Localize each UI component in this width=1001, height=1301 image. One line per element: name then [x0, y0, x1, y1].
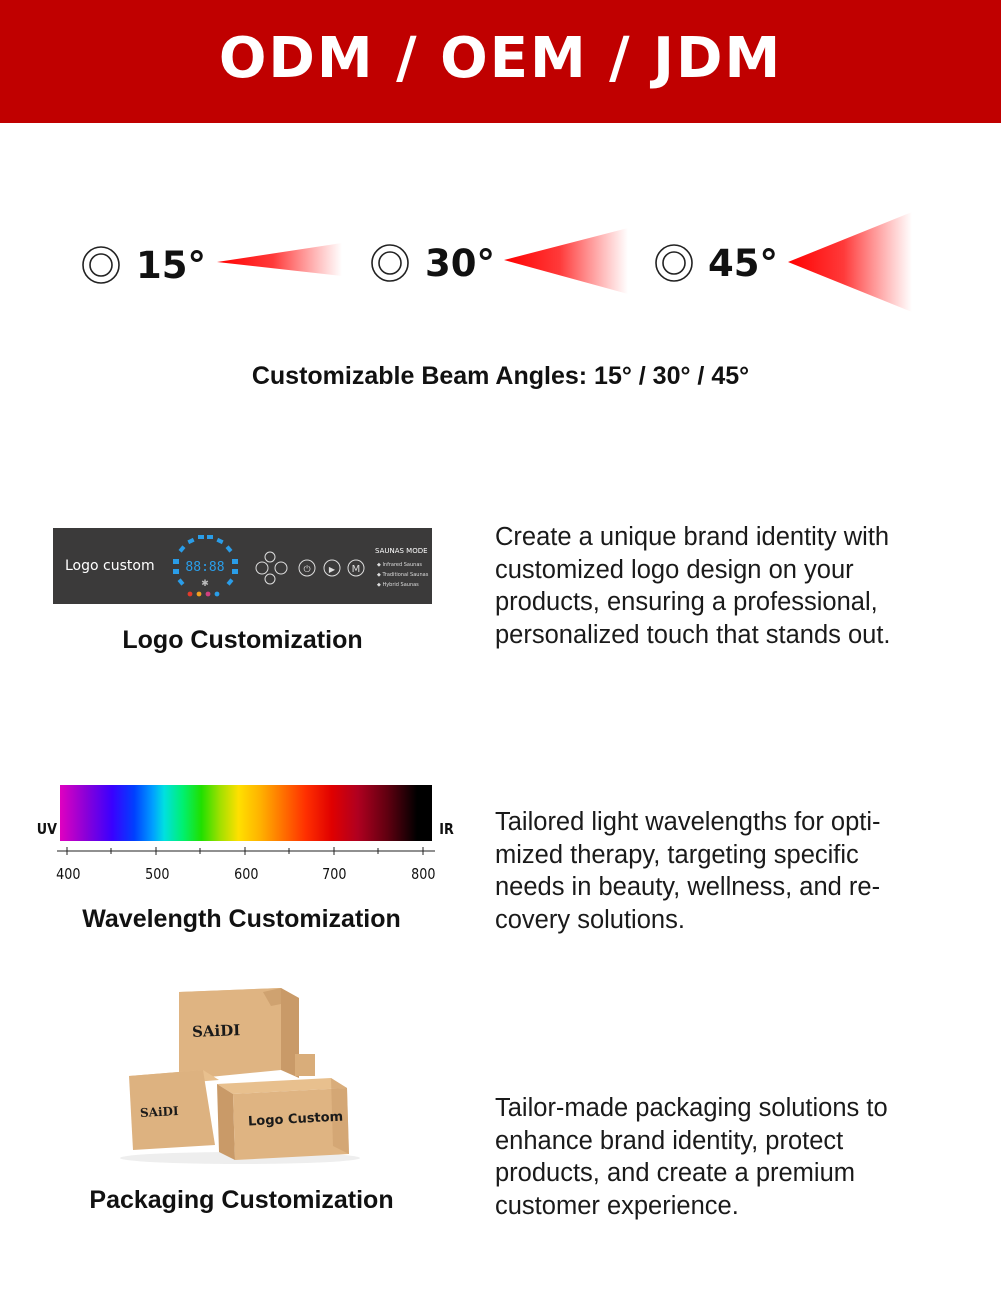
spectrum-tick-label: 500	[145, 865, 170, 883]
spectrum-uv-label: UV	[36, 820, 58, 838]
spectrum-ir-label: IR	[439, 820, 454, 838]
svg-text:M: M	[351, 564, 361, 575]
beam-cone-45	[788, 212, 912, 312]
saunas-mode-title: SAUNAS MODE	[375, 547, 428, 555]
beam-caption: Customizable Beam Angles: 15° / 30° / 45°	[251, 362, 750, 390]
saunas-mode-item: ◆ Infrared Saunas	[377, 562, 422, 568]
spectrum-tick-label: 800	[411, 865, 436, 883]
box-brand-left: SAiDI	[139, 1104, 179, 1120]
target-ring-icon	[372, 245, 408, 281]
packaging-caption: Packaging Customization	[89, 1186, 394, 1214]
timer-display-icon	[168, 532, 243, 600]
spectrum-tick-label: 400	[56, 865, 81, 883]
svg-text:⏻: ⏻	[303, 565, 311, 575]
spectrum-tick-label: 700	[322, 865, 347, 883]
beam-cone-30	[504, 228, 628, 294]
target-ring-icon	[656, 245, 692, 281]
beam-cone-15	[217, 243, 342, 276]
timer-digits: 88:88	[185, 560, 225, 575]
panel-buttons	[253, 548, 373, 588]
spectrum-bar	[60, 785, 432, 841]
panel-logo-text: Logo custom	[65, 558, 155, 574]
svg-text:▶: ▶	[328, 565, 336, 574]
wavelength-caption: Wavelength Customization	[82, 905, 401, 933]
beam-angle-label: 45°	[708, 242, 778, 285]
beam-angle-label: 15°	[136, 244, 206, 287]
beam-angle-label: 30°	[425, 242, 495, 285]
box-brand-top: SAiDI	[191, 1021, 241, 1041]
saunas-mode-item: ◆ Hybrid Saunas	[377, 582, 419, 588]
logo-description: Create a unique brand identity with customized logo design on your products, ensuring a professional, personalized touch that stands out.	[495, 523, 891, 649]
logo-caption: Logo Customization	[122, 626, 363, 654]
saunas-mode-item: ◆ Traditional Saunas	[377, 572, 429, 578]
wavelength-description: Tailored light wavelengths for opti-mized therapy, targeting specific needs in beauty, wellness, and re-covery solutions.	[495, 808, 881, 934]
control-panel-image	[53, 528, 432, 604]
page-title: ODM / OEM / JDM	[218, 26, 783, 91]
box-logo-label: Logo Custom	[247, 1109, 344, 1130]
saunas-mode-list	[377, 560, 428, 590]
target-ring-icon	[83, 247, 119, 283]
packaging-description: Tailor-made packaging solutions to enhance brand identity, protect products, and create a premium customer experience.	[495, 1094, 888, 1220]
svg-text:✱: ✱	[201, 579, 209, 589]
spectrum-axis	[55, 845, 440, 861]
cardboard-boxes-image	[95, 980, 385, 1165]
spectrum-tick-label: 600	[234, 865, 259, 883]
